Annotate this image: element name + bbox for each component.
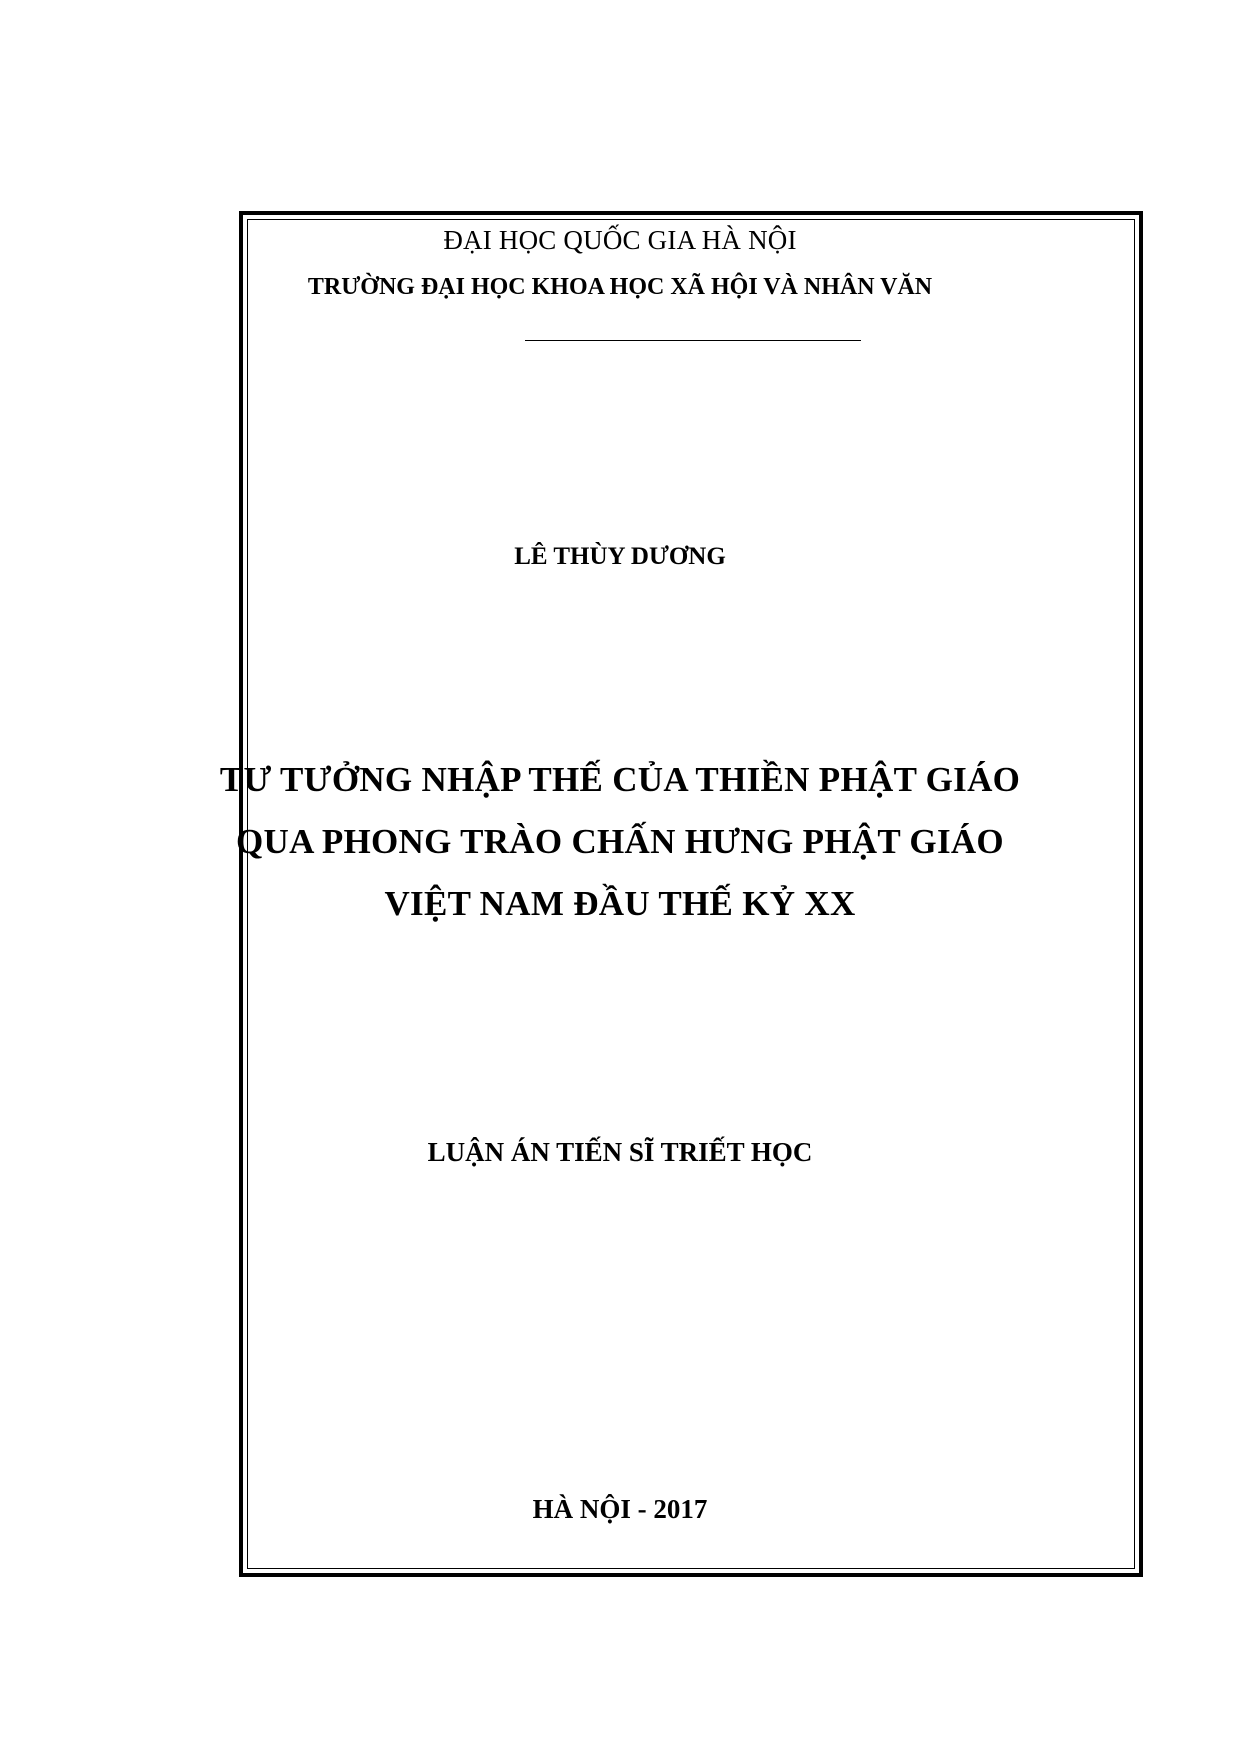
thesis-title-line-3: VIỆT NAM ĐẦU THẾ KỶ XX [384, 884, 856, 923]
degree-type: LUẬN ÁN TIẾN SĨ TRIẾT HỌC [427, 1137, 813, 1167]
faculty-name: TRƯỜNG ĐẠI HỌC KHOA HỌC XÃ HỘI VÀ NHÂN VĂN [307, 274, 933, 300]
place-and-year: HÀ NỘI - 2017 [532, 1494, 708, 1524]
thesis-title-line-1: TƯ TƯỞNG NHẬP THẾ CỦA THIỀN PHẬT GIÁO [219, 760, 1021, 799]
university-name: ĐẠI HỌC QUỐC GIA HÀ NỘI [443, 225, 797, 255]
author-name: LÊ THÙY DƯƠNG [514, 543, 726, 570]
header-divider [525, 340, 861, 341]
thesis-title-line-2: QUA PHONG TRÀO CHẤN HƯNG PHẬT GIÁO [236, 822, 1004, 861]
